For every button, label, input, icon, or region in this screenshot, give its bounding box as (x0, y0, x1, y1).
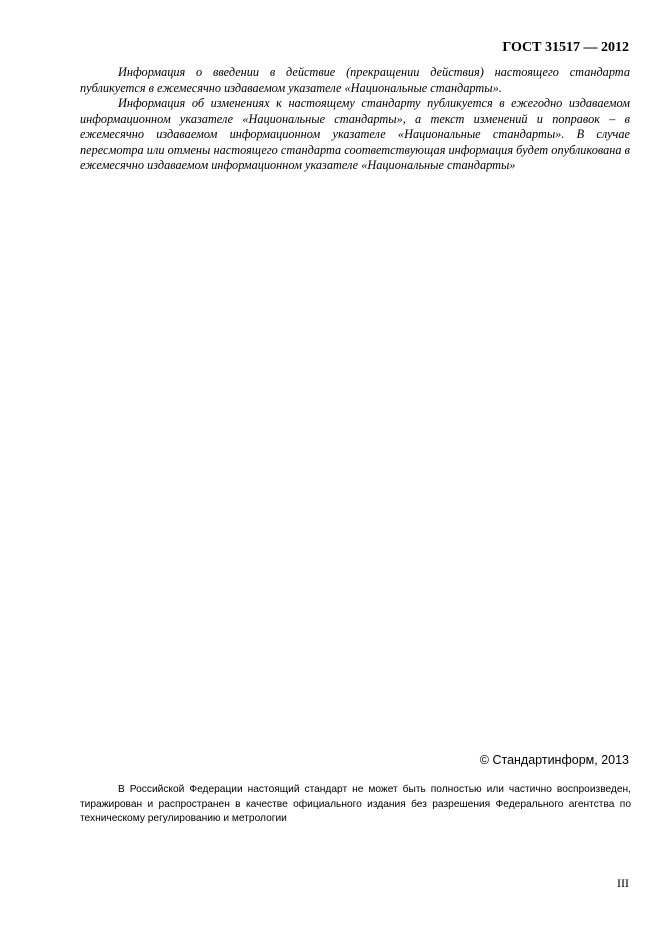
document-header: ГОСТ 31517 — 2012 (502, 40, 629, 55)
page-number: III (617, 876, 629, 890)
info-paragraph-amendments: Информация об изменениях к настоящему стандарту публикуется в ежегодно издаваемом информационном указателе «Национальные стандарты», а текст изменений и поправок – в ежемесячно издаваемом информационном указателе «Национальные стандарты». В случае пересмотра или отмены настоящего стандарта соответствующая информация будет опубликована в ежемесячно издаваемом информационном указателе «Национальные стандарты» (80, 96, 630, 172)
copyright-notice: © Стандартинформ, 2013 (479, 753, 629, 767)
publication-info-section (80, 65, 630, 174)
reproduction-rights-notice: В Российской Федерации настоящий стандарт не может быть полностью или частично воспроизведен, тиражирован и распространен в качестве официального издания без разрешения Федерального агентства по техническому регулированию и метрологии (80, 784, 631, 824)
info-paragraph-introduction: Информация о введении в действие (прекращении действия) настоящего стандарта публикуется в ежемесячно издаваемом указателе «Национальные стандарты». (80, 65, 630, 95)
